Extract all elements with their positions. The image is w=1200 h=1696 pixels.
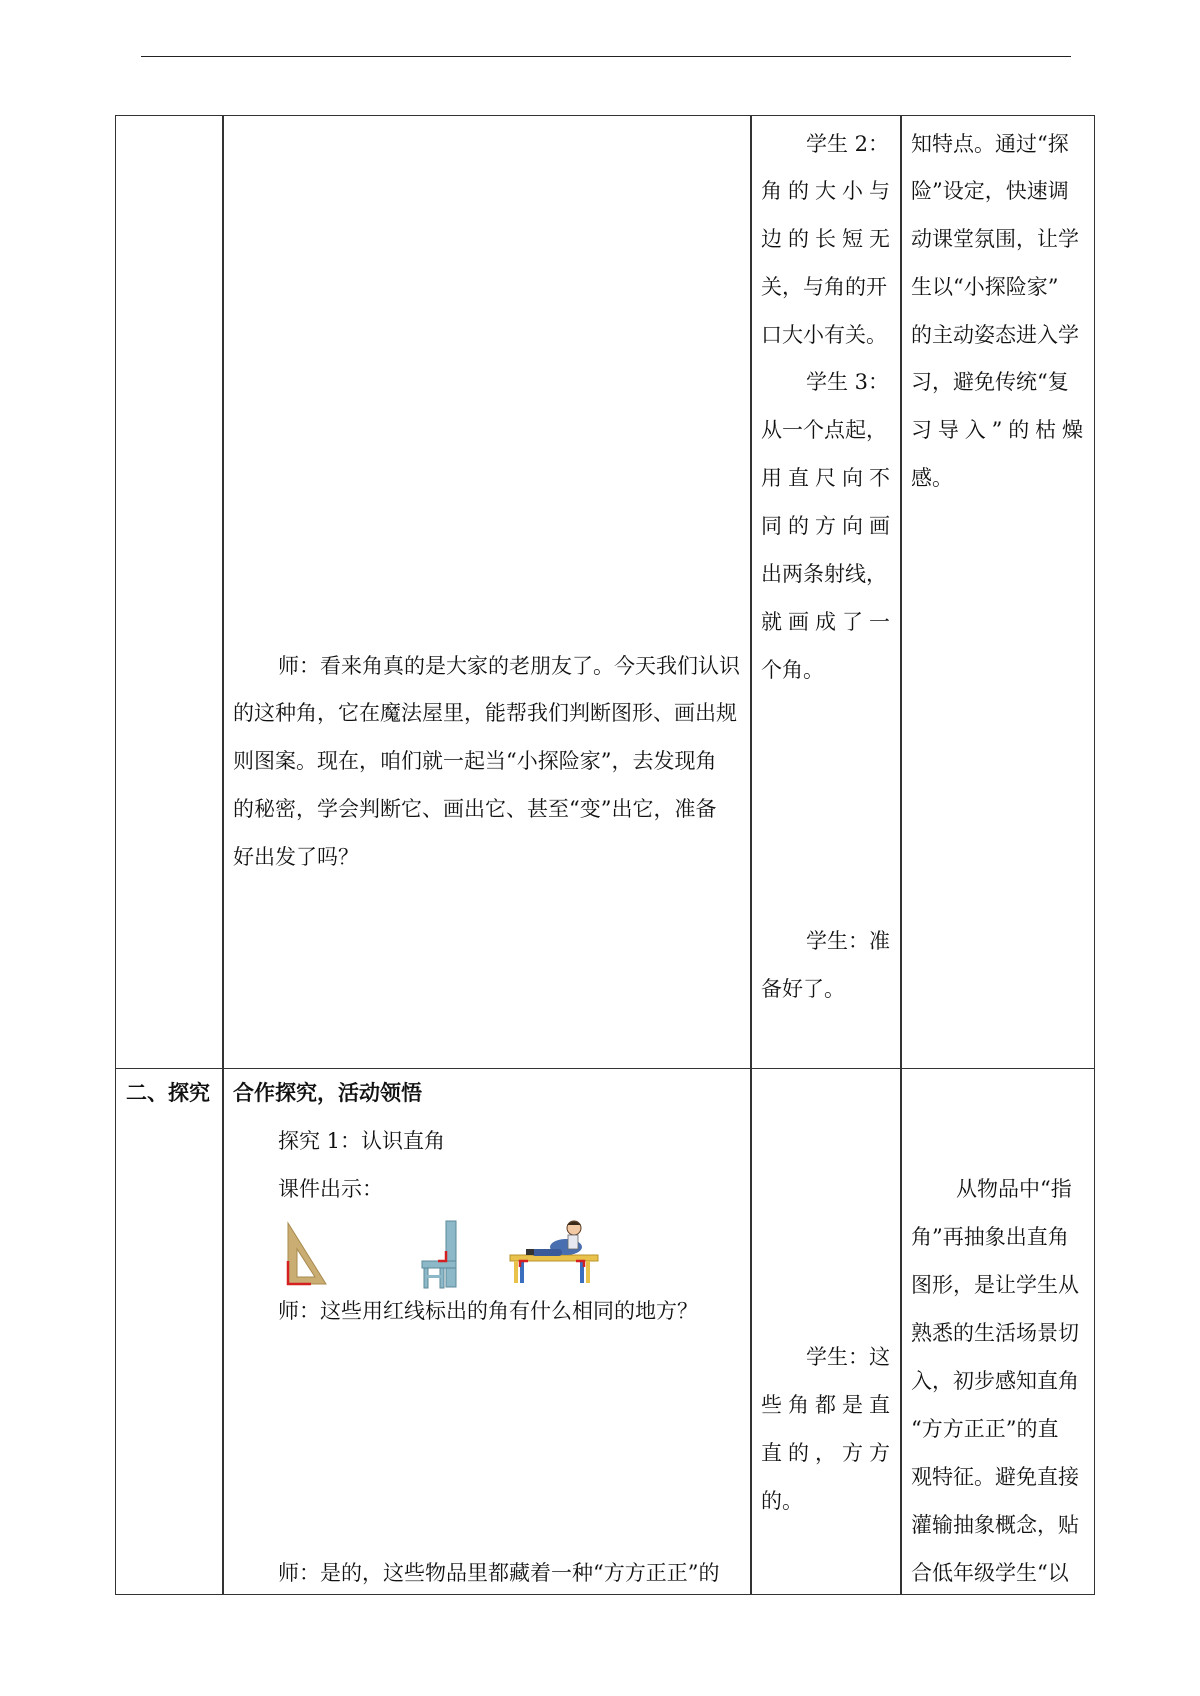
student-line: 口大小有关。 <box>761 323 887 347</box>
intent-line: 角”再抽象出直角 <box>911 1225 1069 1249</box>
intent-line: 感。 <box>911 466 953 490</box>
student-line: 的。 <box>761 1489 803 1513</box>
student-line: 些 角 都 是 直 <box>761 1393 890 1417</box>
stage-label: 二、探究 <box>126 1081 210 1105</box>
chair-image <box>416 1219 462 1291</box>
teacher-line: 好出发了吗？ <box>233 845 359 869</box>
teacher-line: 的秘密，学会判断它、画出它、甚至“变”出它，准备 <box>233 797 717 821</box>
teacher-line: 师：是的，这些物品里都藏着一种“方方正正”的 <box>278 1561 720 1585</box>
teacher-question: 师：这些用红线标出的角有什么相同的地方？ <box>278 1299 698 1323</box>
intent-line: 熟悉的生活场景切 <box>911 1321 1079 1345</box>
intent-line: 知特点。通过“探 <box>911 132 1069 156</box>
intent-line: 入，初步感知直角 <box>911 1369 1079 1393</box>
teacher-activity-cell <box>222 1069 752 1595</box>
intent-line: 习 导 入 ” 的 枯 燥 <box>911 418 1083 442</box>
intent-line: 合低年级学生“以 <box>911 1561 1069 1585</box>
student-line: 从一个点起， <box>761 418 887 442</box>
student-line: 学生：这 <box>806 1345 890 1369</box>
intent-line: 生以“小探险家” <box>911 275 1059 299</box>
intent-line: 动课堂氛围，让学 <box>911 227 1079 251</box>
student-line: 边 的 长 短 无 <box>761 227 890 251</box>
intent-line: 灌输抽象概念，贴 <box>911 1513 1079 1537</box>
triangle-ruler-image <box>285 1221 329 1287</box>
stage-cell <box>115 1069 224 1595</box>
intent-line: 险”设定，快速调 <box>911 179 1069 203</box>
student-line: 直 的 ， 方 方 <box>761 1441 890 1465</box>
design-intent-cell <box>900 115 1095 1069</box>
intent-line: 的主动姿态进入学 <box>911 323 1079 347</box>
explore-title: 探究 1：认识直角 <box>278 1129 446 1153</box>
section-heading: 合作探究，活动领悟 <box>233 1081 422 1105</box>
person-on-bench-image <box>508 1219 600 1287</box>
student-line: 角 的 大 小 与 <box>761 179 890 203</box>
lesson-plan-table <box>115 115 1095 1595</box>
student-line: 个角。 <box>761 658 824 682</box>
intent-line: 图形，是让学生从 <box>911 1273 1079 1297</box>
intent-line: “方方正正”的直 <box>911 1417 1059 1441</box>
student-line: 学生 2： <box>806 132 890 156</box>
student-line: 学生：准 <box>806 929 890 953</box>
design-intent-cell <box>900 1069 1095 1595</box>
teacher-activity-cell <box>222 115 752 1069</box>
courseware-label: 课件出示： <box>278 1177 383 1201</box>
teacher-line: 则图案。现在，咱们就一起当“小探险家”，去发现角 <box>233 749 717 773</box>
student-line: 出两条射线， <box>761 562 887 586</box>
intent-line: 习，避免传统“复 <box>911 370 1069 394</box>
student-line: 关，与角的开 <box>761 275 887 299</box>
student-line: 学生 3： <box>806 370 890 394</box>
student-line: 备好了。 <box>761 977 845 1001</box>
student-line: 就 画 成 了 一 <box>761 610 890 634</box>
intent-line: 从物品中“指 <box>956 1177 1072 1201</box>
header-rule <box>141 56 1071 57</box>
student-activity-cell <box>750 115 902 1069</box>
teacher-line: 师：看来角真的是大家的老朋友了。今天我们认识 <box>278 654 740 678</box>
table-row <box>115 115 1095 1069</box>
stage-cell <box>115 115 224 1069</box>
student-line: 用 直 尺 向 不 <box>761 466 890 490</box>
intent-line: 观特征。避免直接 <box>911 1465 1079 1489</box>
table-row <box>115 1069 1095 1595</box>
student-line: 同 的 方 向 画 <box>761 514 890 538</box>
student-activity-cell <box>750 1069 902 1595</box>
teacher-line: 的这种角，它在魔法屋里，能帮我们判断图形、画出规 <box>233 701 737 725</box>
